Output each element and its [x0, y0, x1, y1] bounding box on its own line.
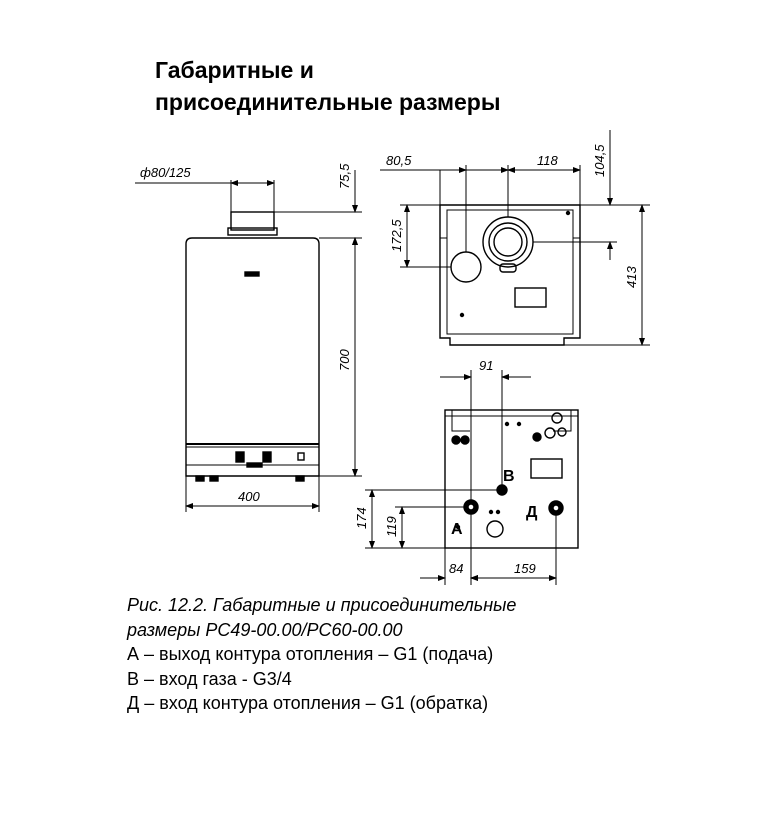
- dim-depth: 413: [624, 266, 639, 288]
- legend-item-a: А – выход контура отопления – G1 (подача): [127, 644, 494, 664]
- front-view: [186, 212, 319, 481]
- caption-line-2: размеры РС49-00.00/РС60-00.00: [127, 619, 403, 640]
- dim-bottom-h2: 119: [384, 516, 399, 537]
- dim-top-height: 75,5: [337, 163, 352, 189]
- control-knob-left: [236, 452, 244, 462]
- top-outline: [440, 205, 580, 345]
- dim-height: 700: [337, 349, 352, 371]
- dim-flue-diameter: ф80/125: [140, 165, 191, 180]
- caption-line-1: Рис. 12.2. Габаритные и присоединительные: [127, 595, 517, 615]
- dim-top-b: 118: [537, 153, 558, 168]
- air-intake-circle: [451, 252, 481, 282]
- legend-item-b: В – вход газа - G3/4: [127, 668, 292, 689]
- label-connection-a: А: [451, 521, 463, 538]
- brand-logo: [245, 272, 259, 276]
- top-view: [440, 205, 580, 345]
- label-connection-d: Д: [526, 504, 538, 521]
- control-knob-right: [263, 452, 271, 462]
- title-line-1: Габаритные и: [155, 57, 314, 83]
- dim-bottom-w1: 84: [449, 561, 464, 576]
- display: [247, 463, 262, 467]
- title-line-2: присоединительные размеры: [155, 89, 501, 115]
- flue-collar: [228, 228, 277, 235]
- connection-b: [497, 485, 507, 495]
- dim-top-a: 80,5: [386, 153, 412, 168]
- bottom-display: [531, 459, 562, 478]
- label-connection-b: В: [503, 468, 515, 485]
- dim-bottom-w2: 159: [514, 561, 536, 576]
- dim-top-c: 104,5: [592, 144, 607, 177]
- legend-item-d: Д – вход контура отопления – G1 (обратка): [127, 693, 489, 713]
- top-display: [515, 288, 546, 307]
- power-switch: [298, 453, 304, 460]
- dim-width: 400: [238, 489, 260, 504]
- dim-bottom-top: 91: [479, 358, 494, 373]
- dim-bottom-h1: 174: [354, 507, 369, 529]
- dim-top-side: 172,5: [389, 219, 404, 252]
- flue-outer-circle: [483, 217, 533, 267]
- figure-caption: [127, 593, 516, 716]
